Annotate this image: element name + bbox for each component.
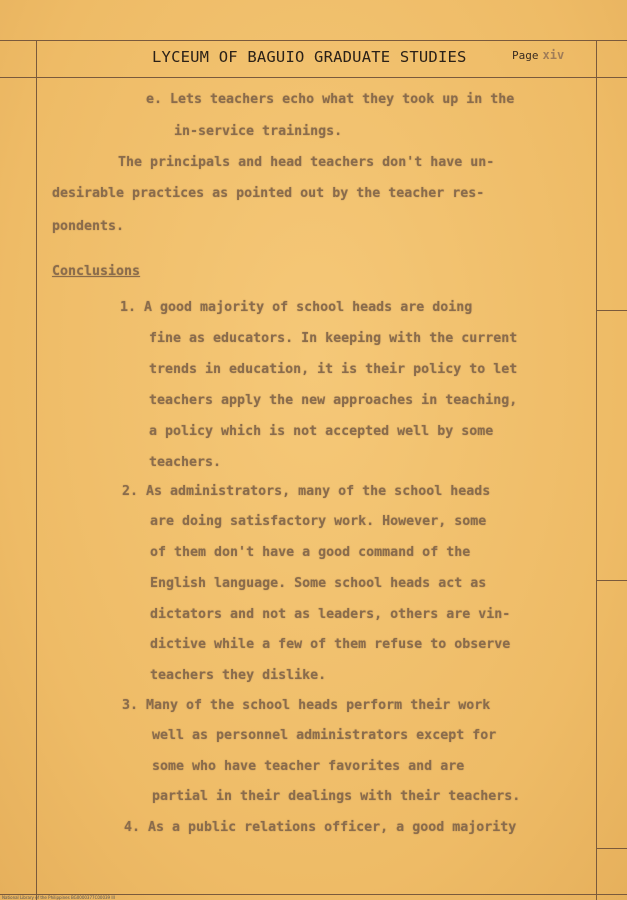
conclusion-3-line: well as personnel administrators except for bbox=[152, 728, 497, 743]
conclusion-3-line: some who have teacher favorites and are bbox=[152, 759, 465, 774]
conclusion-1-line: a policy which is not accepted well by some bbox=[149, 424, 494, 439]
conclusion-1-line: fine as educators. In keeping with the current bbox=[149, 331, 518, 346]
conclusion-1-line: teachers apply the new approaches in teaching, bbox=[149, 393, 518, 408]
conclusion-2-line: 2. As administrators, many of the school heads bbox=[122, 484, 491, 499]
item-e-line: e. Lets teachers echo what they took up in the bbox=[146, 92, 515, 107]
paragraph-line: pondents. bbox=[52, 219, 125, 234]
right-tick-2 bbox=[596, 580, 627, 581]
conclusion-1-line: trends in education, it is their policy to let bbox=[149, 362, 518, 377]
conclusion-4-line: 4. As a public relations officer, a good majority bbox=[124, 820, 517, 835]
conclusions-heading: Conclusions bbox=[52, 264, 141, 279]
paragraph-line: The principals and head teachers don't have un- bbox=[118, 155, 495, 170]
top-rule bbox=[0, 40, 627, 41]
conclusion-3-line: 3. Many of the school heads perform their work bbox=[122, 698, 491, 713]
page-number-label bbox=[512, 48, 564, 62]
conclusion-3-line: partial in their dealings with their teachers. bbox=[152, 789, 521, 804]
paragraph-line: desirable practices as pointed out by the teacher res- bbox=[52, 186, 485, 201]
header-rule bbox=[0, 77, 627, 78]
page-title: LYCEUM OF BAGUIO GRADUATE STUDIES bbox=[152, 48, 467, 66]
conclusion-1-line: 1. A good majority of school heads are doing bbox=[120, 300, 473, 315]
right-margin-rule bbox=[596, 40, 597, 900]
item-e-line: in-service trainings. bbox=[174, 124, 343, 139]
conclusion-2-line: dictators and not as leaders, others are vin- bbox=[150, 607, 511, 622]
page-number: xiv bbox=[542, 48, 565, 62]
left-margin-rule bbox=[36, 40, 37, 900]
page-label: Page bbox=[512, 49, 539, 62]
conclusion-2-line: teachers they dislike. bbox=[150, 668, 327, 683]
conclusion-1-line: teachers. bbox=[149, 455, 222, 470]
page-header bbox=[38, 42, 597, 76]
conclusion-2-line: are doing satisfactory work. However, some bbox=[150, 514, 487, 529]
conclusion-2-line: dictive while a few of them refuse to observe bbox=[150, 637, 511, 652]
conclusion-2-line: of them don't have a good command of the bbox=[150, 545, 471, 560]
right-tick-3 bbox=[596, 848, 627, 849]
right-tick-1 bbox=[596, 310, 627, 311]
conclusion-2-line: English language. Some school heads act as bbox=[150, 576, 487, 591]
archive-footer: National Library of the Philippines BG0000377C00039 III bbox=[2, 895, 115, 900]
